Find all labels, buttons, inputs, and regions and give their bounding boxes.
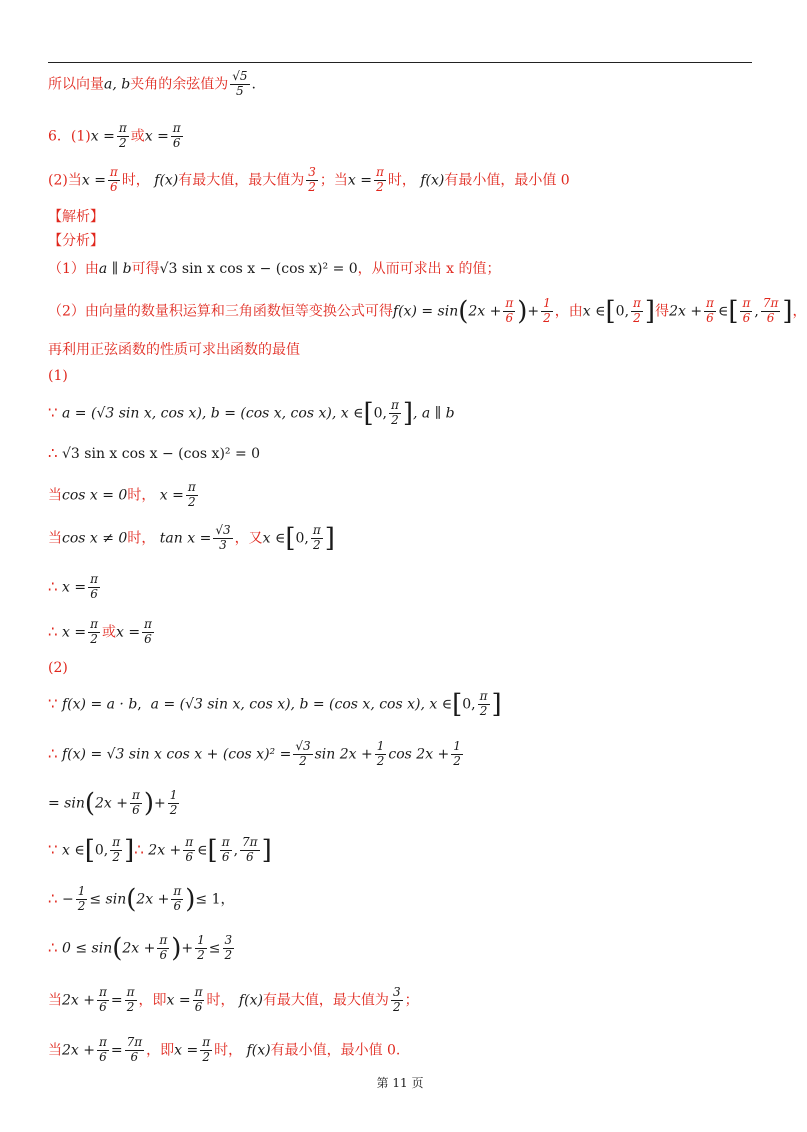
cosine-conclusion: 所以向量a, b夹角的余弦值为 $\frac{√5}{5}$ .	[48, 69, 256, 98]
sol2-min: 当2x + $\frac{\pi}{6}$ = $\frac{7\pi}{6}$ ，即x = $\frac{\pi}{2}$ 时， f(x)有最小值，最小值 0.	[48, 1035, 401, 1064]
sol1-result-b: ∴ x = $\frac{\pi}{2}$ 或x = $\frac{\pi}{6}$	[48, 617, 152, 646]
q6-answer-1: 6．(1)x = $\frac{\pi}{2}$ 或x = $\frac{\pi}{6}$	[48, 121, 181, 150]
analysis-2: （2）由向量的数量积运算和三角函数恒等变换公式可得f(x) = sin(2x + $\frac{\pi}{6}$ )+ $\frac{1}{2}$ ，由x ∈[0, $\frac{\pi}{2}$ ]得2x + $\frac{\pi}{6}$ ∈[ $\frac{\pi}{6}$ , $\frac{7\pi}{6}$ ]，	[48, 296, 807, 327]
jiexi-heading: 【解析】	[48, 209, 104, 225]
analysis-3: 再利用正弦函数的性质可求出函数的最值	[48, 342, 300, 358]
sol2-expand: ∴ f(x) = √3 sin x cos x + (cos x)² = $\frac{√3}{2}$ sin 2x + $\frac{1}{2}$ cos 2x + $\frac{1}{2}$	[48, 739, 461, 768]
header-rule	[48, 62, 752, 63]
sol1-given: ∵ a = (√3 sin x, cos x), b = (cos x, cos x), x ∈[0, $\frac{\pi}{2}$ ], a ∥ b	[48, 398, 455, 429]
q6-answer-2: (2)当x = $\frac{\pi}{6}$ 时， f(x)有最大值，最大值为 $\frac{3}{2}$ ；当x = $\frac{\pi}{2}$ 时， f(x)有最小值，最小值 0	[48, 165, 570, 194]
sol2-range: ∵ x ∈[0, $\frac{\pi}{2}$ ]∴ 2x + $\frac{\pi}{6}$ ∈[ $\frac{\pi}{6}$ , $\frac{7\pi}{6}$ ]	[48, 835, 272, 866]
sol2-max: 当2x + $\frac{\pi}{6}$ = $\frac{\pi}{2}$ ，即x = $\frac{\pi}{6}$ 时， f(x)有最大值，最大值为 $\frac{3}{2}$ ；	[48, 985, 419, 1014]
sol2-f-bounds: ∴ 0 ≤ sin(2x + $\frac{\pi}{6}$ )+ $\frac{1}{2}$ ≤ $\frac{3}{2}$	[48, 933, 233, 964]
section-1-label: (1)	[48, 368, 68, 384]
sol1-case-cos-zero: 当cos x = 0时， x = $\frac{\pi}{2}$	[48, 480, 196, 509]
sol1-equation: ∴ √3 sin x cos x − (cos x)² = 0	[48, 444, 261, 462]
analysis-1: （1）由a ∥ b可得√3 sin x cos x − (cos x)² = 0，从而可求出 x 的值；	[48, 261, 501, 277]
sol2-given: ∵ f(x) = a · b, a = (√3 sin x, cos x), b = (cos x, cos x), x ∈[0, $\frac{\pi}{2}$ ]	[48, 689, 502, 720]
sol2-sin-bounds: ∴ − $\frac{1}{2}$ ≤ sin(2x + $\frac{\pi}{6}$ )≤ 1，	[48, 884, 235, 915]
sol2-simplify: = sin(2x + $\frac{\pi}{6}$ )+ $\frac{1}{2}$	[48, 788, 178, 819]
page-number: 第 11 页	[376, 1076, 424, 1090]
sol1-result-a: ∴ x = $\frac{\pi}{6}$	[48, 572, 98, 601]
section-2-label: (2)	[48, 660, 68, 676]
sol1-case-cos-nonzero: 当cos x ≠ 0时， tan x = $\frac{√3}{3}$ ，又x ∈[0, $\frac{\pi}{2}$ ]	[48, 523, 335, 554]
fenxi-heading: 【分析】	[48, 233, 104, 249]
